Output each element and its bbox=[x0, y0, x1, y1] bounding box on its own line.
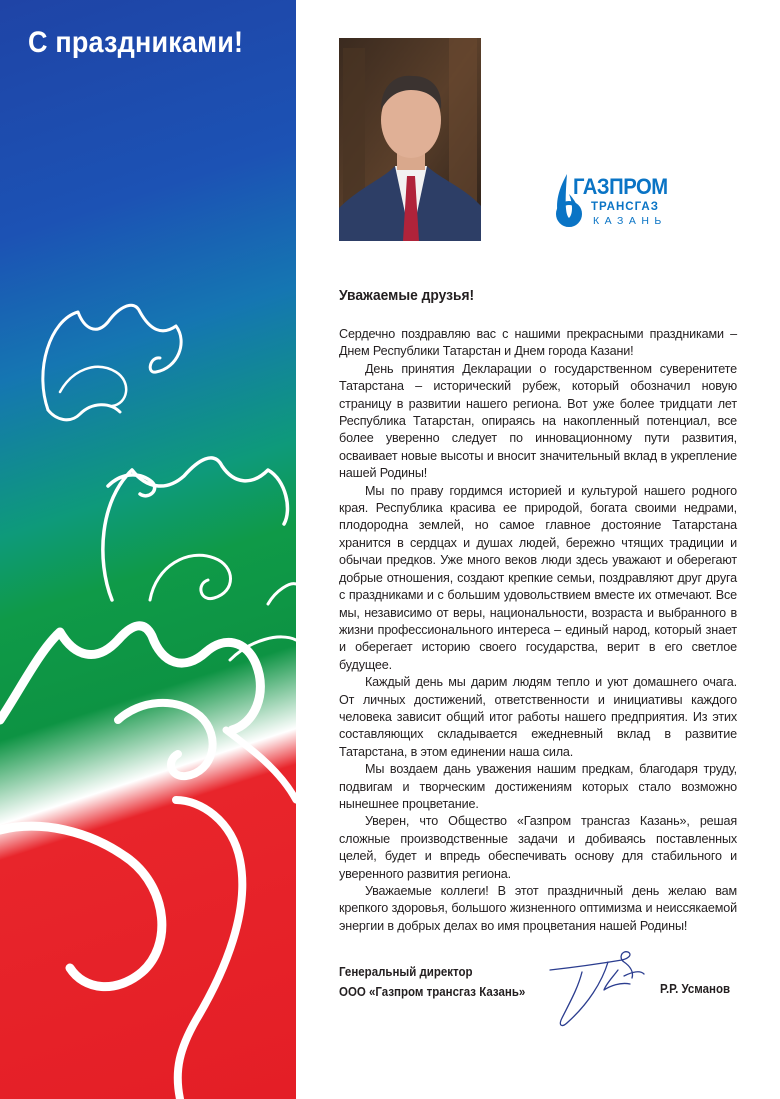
decorative-banner bbox=[0, 0, 296, 1099]
letter-paragraph: Уважаемые коллеги! В этот праздничный день желаю вам крепкого здоровья, большого жизненного оптимизма и неиссякаемой энергии в добрых делах во имя процветания нашей Родины! bbox=[339, 884, 737, 933]
logo-city: КАЗАНЬ bbox=[593, 215, 667, 227]
handwritten-signature bbox=[548, 948, 646, 1030]
tulip-ornament bbox=[0, 0, 296, 1099]
logo-word: ГАЗПРОМ bbox=[573, 174, 668, 199]
letter-paragraph: Мы воздаем дань уважения нашим предкам, благодаря труду, подвигам и творческим достижениям которых стало возможно нынешнее процветание. bbox=[339, 762, 737, 811]
letter-paragraph: День принятия Декларации о государственном суверенитете Татарстана – исторический рубеж, который обозначил новую страницу в развитии нашего региона. Вот уже более тридцати лет Республика Татарстан, опираясь на накопленный потенциал, все более уверенно следует по инновационному пути развития, осваивает новые высоты и вносит значительный вклад в укрепление нашей Родины! bbox=[339, 361, 737, 481]
signatory-name: Р.Р. Усманов bbox=[660, 982, 731, 996]
banner-title: С праздниками! bbox=[28, 26, 244, 59]
position-line: Генеральный директор bbox=[339, 965, 473, 979]
gazprom-transgaz-kazan-logo bbox=[553, 170, 685, 246]
letter-paragraph: Сердечно поздравляю вас с нашими прекрасными праздниками – Днем Республики Татарстан и Днем города Казани! bbox=[339, 327, 737, 359]
portrait-icon bbox=[339, 38, 481, 241]
letter-greeting: Уважаемые друзья! bbox=[339, 287, 475, 304]
company-line: ООО «Газпром трансгаз Казань» bbox=[339, 985, 526, 999]
portrait-photo bbox=[339, 38, 481, 241]
letter-body bbox=[339, 326, 737, 935]
letter-paragraph: Каждый день мы дарим людям тепло и уют домашнего очага. От личных достижений, ответственности и инициативы каждого человека зависит общий итог работы нашего предприятия. Из этих составляющих складывается ежедневный вклад в развитие Татарстана, в этом единении наша сила. bbox=[339, 675, 737, 759]
letter-paragraph: Мы по праву гордимся историей и культурой нашего родного края. Республика красива ее природой, богата своими недрами, плодородна землей, но самое главное достояние Татарстана хранится в сердцах и душах людей, бережно чтящих традиции и обычаи предков. Уже много веков люди здесь уважают и оберегают добрые отношения, создают крепкие семьи, поздравляют друг друга с праздниками и с большим удовольствием вместе их отмечают. Все мы, независимо от веры, национальности, возраста и выбранного в жизни профессионального интереса – единый народ, который знает и оберегает историю своего государства, верит в его светлое будущее. bbox=[339, 483, 737, 672]
logo-subtitle: ТРАНСГАЗ bbox=[591, 201, 659, 213]
signatory-position bbox=[339, 962, 525, 1002]
letter-paragraph: Уверен, что Общество «Газпром трансгаз Казань», решая сложные производственные задачи и добиваясь поставленных целей, будет и впредь обеспечивать основу для стабильного и уверенного развития региона. bbox=[339, 814, 737, 881]
